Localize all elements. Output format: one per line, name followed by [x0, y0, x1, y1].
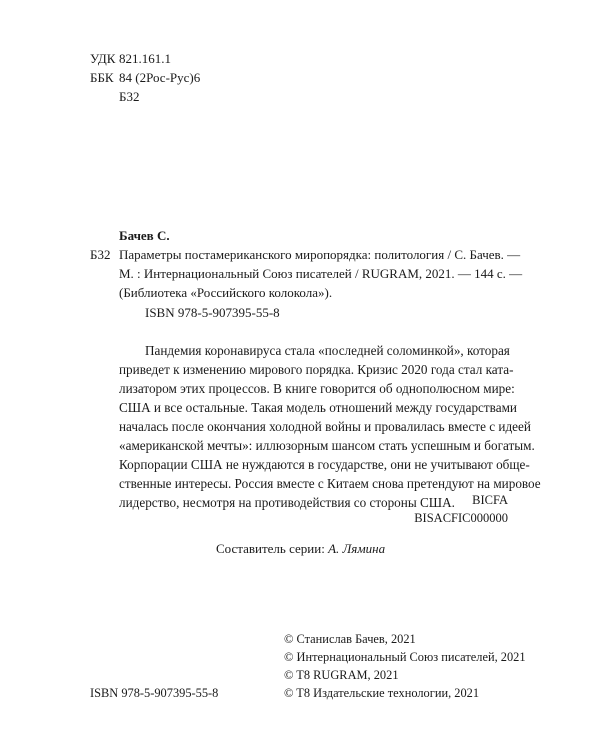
- annotation-line: ственные интересы. Россия вместе с Китаем снова претендуют на мировое: [119, 476, 541, 491]
- author-name: Бачев С.: [119, 228, 170, 243]
- copyright-line: © T8 Издательские технологии, 2021: [284, 686, 480, 700]
- udk-label: УДК: [90, 51, 116, 66]
- author-sign: Б32: [119, 89, 140, 104]
- copyright-line: © Интернациональный Союз писателей, 2021: [284, 650, 526, 664]
- series-compiler: [216, 539, 385, 558]
- copyright-line: © T8 RUGRAM, 2021: [284, 668, 399, 682]
- annotation-line: Пандемия коронавируса стала «последней соломинкой», которая: [145, 343, 510, 358]
- annotation-paragraph: [119, 341, 541, 512]
- footer-isbn: ISBN 978-5-907395-55-8: [90, 686, 219, 700]
- catalog-desc-line-3: (Библиотека «Российского колокола»).: [119, 285, 333, 300]
- annotation-line: приведет к изменению мирового порядка. Кризис 2020 года стал ката-: [119, 362, 514, 377]
- catalog-code: Б32: [90, 247, 111, 262]
- udk-value: 821.161.1: [119, 51, 171, 66]
- series-label: Составитель серии:: [216, 541, 325, 556]
- catalog-desc-line-1: Параметры постамериканского миропорядка: политология / С. Бачев. —: [119, 247, 521, 262]
- bisac-code: BISACFIC000000: [414, 511, 508, 525]
- annotation-line: Корпорации США не нуждаются в государстве, они не учитывают обще-: [119, 457, 530, 472]
- bicfa-code: BICFA: [472, 493, 508, 507]
- annotation-line: «американской мечты»: иллюзорным шансом стать успешным и богатым.: [119, 438, 535, 453]
- annotation-line: лидерство, несмотря на противодействия со стороны США.: [119, 495, 455, 510]
- copyright-line: © Станислав Бачев, 2021: [284, 632, 416, 646]
- annotation-line: США и все остальные. Такая модель отношений между государствами: [119, 400, 517, 415]
- catalog-desc-line-2: М. : Интернациональный Союз писателей / RUGRAM, 2021. — 144 с. —: [119, 266, 523, 281]
- catalog-isbn: ISBN 978-5-907395-55-8: [145, 305, 280, 320]
- annotation-line: началась после окончания холодной войны и провалилась вместе с идеей: [119, 419, 531, 434]
- bbk-value: 84 (2Рос-Рус)6: [119, 70, 201, 85]
- series-name: А. Лямина: [328, 541, 386, 556]
- annotation-line: лизатором этих процессов. В книге говорится об однополюсном мире:: [119, 381, 515, 396]
- udk-line: [90, 49, 171, 68]
- bbk-label: ББК: [90, 70, 114, 85]
- bbk-line: [90, 68, 200, 87]
